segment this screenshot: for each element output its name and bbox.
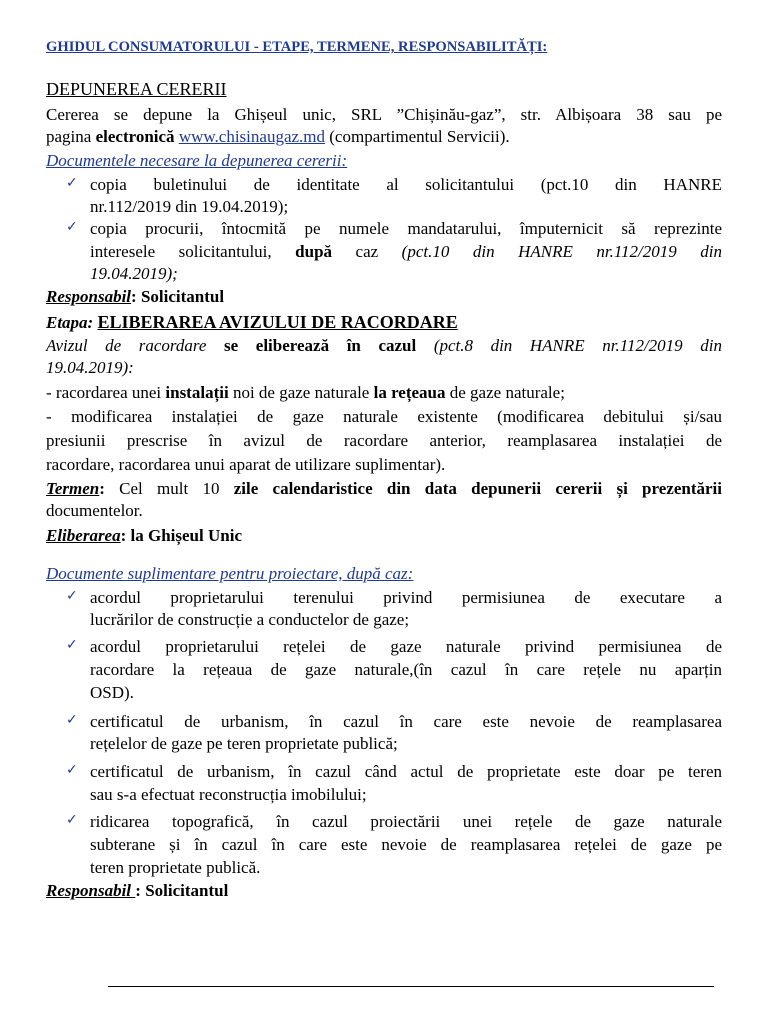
section-heading-depunerea: DEPUNEREA CERERII — [46, 79, 227, 99]
doc-item-1-line-1: copia buletinului de identitate al solicitantului (pct.10 din HANRE — [90, 175, 722, 194]
intro-bold: electronică — [95, 127, 175, 146]
release-value: : la Ghișeul Unic — [120, 526, 242, 545]
intro-line-1: Cererea se depune la Ghișeul unic, SRL ”Chișinău-gaz”, str. Albișoara 38 sau pe — [46, 105, 722, 124]
responsible-line-2 — [46, 880, 722, 902]
extra-doc-4-line-2: sau s-a efectuat reconstrucția imobilului; — [90, 785, 367, 804]
responsible-value: : Solicitantul — [135, 881, 229, 900]
check-icon: ✓ — [66, 588, 78, 604]
footer-divider — [108, 986, 714, 987]
check-icon: ✓ — [66, 219, 78, 235]
extra-doc-2-line-3: OSD). — [90, 683, 134, 702]
check-icon: ✓ — [66, 175, 78, 191]
intro-text: pagina — [46, 127, 96, 146]
website-link[interactable]: www.chisinaugaz.md — [178, 127, 326, 146]
text: noi de gaze naturale — [228, 383, 374, 402]
responsible-label: Responsabil — [46, 287, 132, 306]
check-icon: ✓ — [66, 762, 78, 778]
extra-doc-3-line-1: certificatul de urbanism, în cazul în care este nevoie de reamplasarea — [90, 712, 722, 731]
intro-text-end: (compartimentul Servicii). — [325, 127, 510, 146]
extra-doc-5-line-3: teren proprietate publică. — [90, 858, 261, 877]
stage-heading: ELIBERAREA AVIZULUI DE RACORDARE — [97, 312, 458, 332]
aviz-line-2: 19.04.2019): — [46, 358, 134, 377]
check-icon: ✓ — [66, 637, 78, 653]
extra-doc-5-line-1: ridicarea topografică, în cazul proiectării unei rețele de gaze naturale — [90, 812, 722, 831]
extra-doc-5-line-2: subterane și în cazul în care este nevoie de reamplasarea rețelei de gaze pe — [90, 835, 722, 854]
text-bold: după — [295, 242, 333, 261]
text-bold: se eliberează în cazul — [206, 336, 434, 355]
text: caz — [332, 242, 402, 261]
aviz-line-5: presiunii prescrise în avizul de racordare anterior, reamplasarea instalației de — [46, 431, 722, 450]
doc-item-2-line-1: copia procurii, întocmită pe numele mandatarului, împuternicit să reprezinte — [90, 219, 722, 238]
text-bold: instalații — [165, 383, 229, 402]
extra-doc-1-line-1: acordul proprietarului terenului privind permisiunea de executare a — [90, 588, 722, 607]
doc-item-2-line-2 — [90, 241, 722, 263]
check-icon: ✓ — [66, 812, 78, 828]
text: interesele solicitantului, — [90, 242, 296, 261]
intro-line-2 — [46, 126, 722, 148]
text-bold: la rețeaua — [373, 383, 446, 402]
additional-documents-label: Documente suplimentare pentru proiectare, după caz: — [46, 564, 414, 583]
extra-doc-2-line-2: racordare la rețeaua de gaze naturale,(în cazul în care rețele nu aparțin — [90, 660, 722, 679]
text-italic: (pct.10 din HANRE nr.112/2019 din — [401, 242, 723, 261]
extra-doc-4-line-1: certificatul de urbanism, în cazul când actul de proprietate este doar pe teren — [90, 762, 722, 781]
term-label: Termen — [46, 479, 100, 498]
text-bold: zile calendaristice din data depunerii cererii și prezentării — [233, 479, 722, 498]
aviz-line-4: - modificarea instalației de gaze naturale existente (modificarea debitului și/sau — [46, 407, 722, 426]
responsible-value: : Solicitantul — [131, 287, 225, 306]
extra-doc-2-line-1: acordul proprietarului rețelei de gaze naturale privind permisiunea de — [90, 637, 722, 656]
document-title: GHIDUL CONSUMATORULUI - ETAPE, TERMENE, RESPONSABILITĂȚI: — [46, 39, 548, 55]
doc-item-2-line-3: 19.04.2019); — [90, 264, 178, 283]
text: Cel mult 10 — [104, 479, 234, 498]
release-label: Eliberarea — [46, 526, 121, 545]
stage-heading-line — [46, 311, 722, 334]
text: - racordarea unei — [46, 383, 166, 402]
term-line-1 — [46, 478, 722, 500]
term-line-2: documentelor. — [46, 501, 143, 520]
term-colon: : — [99, 479, 105, 498]
text: de gaze naturale; — [445, 383, 565, 402]
text-italic: Avizul de racordare — [46, 336, 207, 355]
text-italic: (pct.8 din HANRE nr.112/2019 din — [433, 336, 722, 355]
responsible-label: Responsabil — [46, 881, 136, 900]
check-icon: ✓ — [66, 712, 78, 728]
release-line — [46, 525, 722, 547]
aviz-line-3 — [46, 382, 722, 404]
stage-label: Etapa: — [46, 313, 94, 332]
responsible-line-1 — [46, 286, 722, 308]
aviz-line-6: racordare, racordarea unui aparat de utilizare suplimentar). — [46, 455, 446, 474]
documents-label: Documentele necesare la depunerea cererii: — [46, 151, 348, 170]
doc-item-1-line-2: nr.112/2019 din 19.04.2019); — [90, 197, 289, 216]
extra-doc-3-line-2: rețelelor de gaze pe teren proprietate publică; — [90, 734, 398, 753]
aviz-line-1 — [46, 335, 722, 357]
extra-doc-1-line-2: lucrărilor de construcție a conductelor de gaze; — [90, 610, 410, 629]
